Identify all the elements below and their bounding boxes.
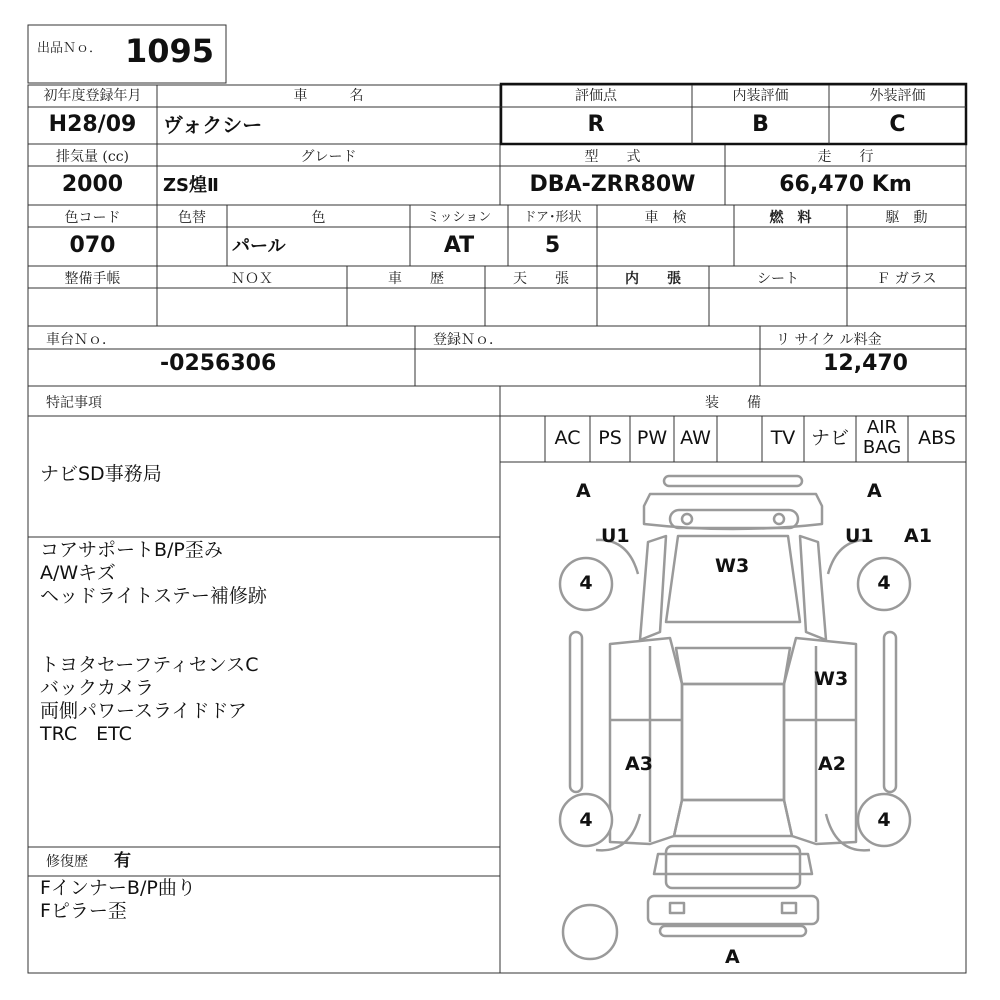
rear-bumper-strip	[660, 926, 806, 936]
equip-ps: PS	[598, 427, 622, 449]
note-line: バックカメラ	[40, 677, 155, 699]
repaint-label: 色替	[178, 210, 206, 226]
mileage-label: 走 行	[817, 149, 874, 165]
roof-label: 天 張	[513, 271, 569, 287]
mark-front-right-extra: A1	[904, 525, 932, 547]
seat-label: シート	[757, 271, 799, 287]
grade-value: ZS煌Ⅱ	[163, 175, 219, 196]
displacement-value: 2000	[61, 172, 124, 197]
note-line: A/Wキズ	[40, 562, 116, 584]
equip-airbag: AIR BAG	[862, 417, 902, 458]
fog-light-left	[682, 514, 692, 524]
repair-note-line: FインナーB/P曲り	[40, 877, 196, 899]
exterior-value: C	[889, 112, 906, 137]
nox-label: ＮＯＸ	[231, 271, 273, 287]
fglass-label: Ｆ ガラス	[876, 271, 937, 287]
maintenance-label: 整備手帳	[64, 271, 121, 287]
chassis-label: 車台Ｎｏ．	[46, 332, 116, 348]
side-rail-right	[884, 632, 896, 792]
score-label: 評価点	[575, 88, 617, 104]
mark-front-right: A	[867, 480, 882, 502]
repair-history-label: 修復歴	[46, 854, 88, 870]
registration-label: 登録Ｎｏ．	[433, 332, 503, 348]
chassis-value: -0256306	[160, 351, 277, 376]
car-name-value: ヴォクシー	[163, 113, 263, 137]
note-line: コアサポートB/P歪み	[40, 539, 223, 561]
color-code-label: 色コード	[64, 210, 121, 226]
door-label: ドア･形状	[523, 210, 582, 225]
exterior-label: 外装評価	[869, 88, 926, 104]
fuel-label: 燃 料	[769, 210, 812, 226]
note-line: ナビSD事務局	[40, 463, 162, 485]
mission-label: ミッション	[426, 210, 492, 225]
listing-number: 1095	[125, 32, 215, 70]
grade-label: グレード	[300, 149, 357, 165]
tire-mark-rear-right: 4	[877, 809, 891, 831]
rear-lamp-right	[782, 903, 796, 913]
tire-mark-front-left: 4	[579, 572, 593, 594]
roof	[682, 684, 784, 800]
mark-windshield: W3	[715, 555, 750, 577]
note-line: 両側パワースライドドア	[40, 700, 247, 722]
note-line: TRC ETC	[40, 723, 132, 745]
body-side-left	[610, 638, 682, 844]
equip-navi: ナビ	[810, 427, 849, 449]
recycle-value: 12,470	[823, 351, 908, 376]
mark-rear-door-left: A3	[625, 753, 653, 775]
first-reg-value: H28/09	[48, 112, 137, 137]
rear-lamp-left	[670, 903, 684, 913]
interior-label: 内装評価	[732, 88, 789, 104]
repair-history-value: 有	[114, 851, 131, 871]
spare-tire	[563, 905, 617, 959]
mark-fender-right: U1	[845, 525, 874, 547]
side-rail-left	[570, 632, 582, 792]
door-value: 5	[544, 233, 561, 258]
repair-note-line: Fピラー歪	[40, 900, 127, 922]
equip-abs: ABS	[918, 427, 956, 449]
equip-ac: AC	[554, 427, 581, 449]
tailgate	[666, 846, 800, 888]
mission-value: AT	[443, 233, 475, 258]
rear-bumper	[648, 896, 818, 924]
mark-fender-left: U1	[601, 525, 630, 547]
special-notes-label: 特記事項	[46, 395, 102, 411]
interior-lining-label: 内 張	[625, 271, 681, 287]
equip-pw: PW	[636, 427, 668, 449]
model-value: DBA-ZRR80W	[529, 172, 696, 197]
color-label: 色	[311, 210, 326, 226]
mark-rear-door-right: A2	[818, 753, 846, 775]
history-label: 車 歴	[388, 271, 444, 287]
tire-mark-rear-left: 4	[579, 809, 593, 831]
tire-mark-front-right: 4	[877, 572, 891, 594]
mark-front-left: A	[576, 480, 591, 502]
recycle-label: リ サイク ル料金	[776, 332, 882, 348]
drive-label: 駆 動	[885, 210, 928, 226]
model-label: 型 式	[584, 149, 641, 165]
fog-light-right	[774, 514, 784, 524]
equip-aw: AW	[680, 427, 711, 449]
car-name-label: 車 名	[293, 88, 364, 104]
mileage-value: 66,470 Km	[779, 172, 912, 197]
equip-tv: TV	[770, 427, 796, 449]
equipment-label: 装 備	[705, 395, 761, 411]
front-bumper-strip	[664, 476, 802, 486]
color-value: パール	[232, 236, 286, 257]
windshield	[666, 536, 800, 622]
rear-window	[674, 800, 792, 836]
roof-front	[676, 648, 790, 684]
note-line: ヘッドライトステー補修跡	[40, 585, 267, 607]
grille	[670, 510, 798, 528]
rear-spoiler	[654, 854, 812, 874]
inspection-label: 車 検	[644, 210, 687, 226]
mark-side-window-right: W3	[814, 668, 849, 690]
interior-value: B	[752, 112, 769, 137]
note-line: トヨタセーフティセンスC	[40, 654, 259, 676]
listing-label: 出品Ｎｏ．	[37, 41, 103, 56]
color-code-value: 070	[69, 233, 116, 258]
mark-rear-bumper: A	[725, 946, 740, 968]
front-fender-right	[800, 536, 826, 640]
first-reg-label: 初年度登録年月	[43, 88, 142, 104]
car-body-diagram	[500, 462, 966, 973]
displacement-label: 排気量 (cc)	[55, 149, 130, 165]
score-value: R	[587, 112, 605, 137]
front-fender-left	[640, 536, 666, 640]
